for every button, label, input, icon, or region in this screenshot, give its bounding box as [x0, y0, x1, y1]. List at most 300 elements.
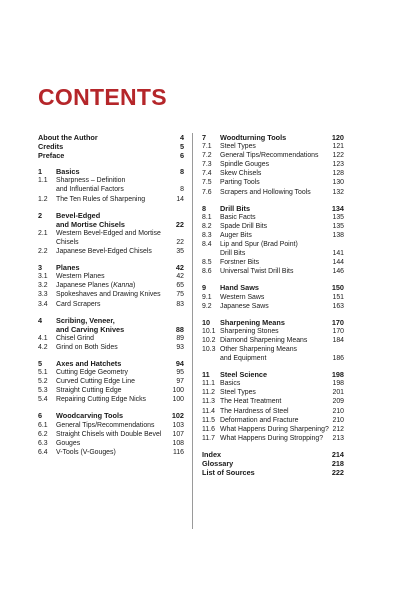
entry-title-text: Credits — [38, 142, 64, 152]
entry-page-number: 151 — [332, 293, 344, 301]
entry-page-number: 122 — [332, 152, 344, 160]
entry-title — [220, 354, 332, 363]
entry-title-text: Drill Bits — [220, 250, 246, 258]
entry-number: 7.2 — [202, 152, 212, 160]
entry-number: 8.5 — [202, 259, 212, 267]
entry-title-text: Grind on Both Sides — [56, 343, 118, 351]
entry-title — [220, 204, 332, 213]
entry-number: 8.3 — [202, 231, 212, 239]
entry-title-text: V-Tools (V-Gouges) — [56, 448, 116, 456]
entry-page-number: 201 — [332, 389, 344, 397]
entry-page-number: 100 — [172, 396, 184, 404]
entry-page-number: 214 — [331, 449, 344, 459]
entry-number: 8.2 — [202, 222, 212, 230]
entry-title — [56, 290, 172, 299]
entry-title-text: What Happens During Sharpening? — [220, 425, 329, 433]
entry-page-number: 75 — [176, 291, 184, 299]
entry-number: 9.2 — [202, 302, 212, 310]
toc-chapter-entry[interactable] — [202, 204, 344, 213]
entry-title — [202, 468, 332, 477]
entry-page-number: 138 — [332, 231, 344, 239]
entry-number: 5.1 — [38, 369, 48, 377]
entry-title-italic: Kanna — [113, 282, 134, 290]
entry-title-text: Steel Types — [220, 143, 256, 151]
entry-number: 5.3 — [38, 387, 48, 395]
entry-page-number: 95 — [176, 369, 184, 377]
entry-title — [56, 448, 172, 457]
entry-title — [56, 325, 172, 334]
entry-title-text: Spindle Gouges — [220, 161, 270, 169]
entry-title — [56, 247, 172, 256]
entry-number: 11.2 — [202, 389, 215, 397]
entry-title — [56, 185, 172, 194]
entry-title-text: Deformation and Fracture — [220, 416, 299, 424]
entry-title — [56, 316, 172, 325]
entry-title — [202, 459, 332, 468]
entry-title — [220, 188, 332, 197]
entry-title — [56, 211, 172, 220]
entry-title-text: and Equipment — [220, 355, 267, 363]
entry-title-text: Hand Saws — [220, 283, 259, 293]
entry-title — [220, 231, 332, 240]
entry-page-number: 198 — [332, 380, 344, 388]
entry-page-number: 120 — [331, 133, 344, 142]
entry-title — [56, 220, 172, 229]
entry-page-number: 103 — [172, 421, 184, 429]
toc-section-entry[interactable] — [202, 258, 344, 267]
entry-page-number: 6 — [179, 151, 184, 161]
entry-title-text: What Happens During Stropping? — [220, 434, 324, 442]
entry-page-number: 170 — [332, 327, 344, 335]
entry-title-text: Sharpening Means — [220, 317, 285, 327]
toc-section-entry[interactable] — [202, 345, 344, 363]
entry-page-number: 100 — [172, 387, 184, 395]
entry-title-text: Preface — [38, 151, 65, 161]
toc-section-entry[interactable] — [202, 327, 344, 336]
entry-title-text: Steel Types — [220, 389, 256, 397]
entry-title-text: Spade Drill Bits — [220, 222, 268, 230]
toc-matter-entry[interactable] — [202, 450, 344, 459]
entry-title-text: List of Sources — [202, 468, 255, 478]
toc-chapter-entry[interactable] — [38, 167, 184, 176]
spacer — [38, 256, 184, 263]
entry-title — [38, 151, 172, 160]
toc-section-entry[interactable] — [38, 290, 184, 299]
entry-title — [220, 345, 332, 354]
toc-section-entry[interactable] — [202, 302, 344, 311]
toc-section-entry[interactable] — [202, 267, 344, 276]
entry-title-text: Parting Tools — [220, 179, 260, 187]
entry-number: 11.5 — [202, 416, 215, 424]
entry-title — [220, 397, 332, 406]
spacer — [38, 309, 184, 316]
entry-number: 5.4 — [38, 396, 48, 404]
entry-title-text: and Carving Knives — [56, 324, 125, 334]
entry-title-text: Auger Bits — [220, 231, 252, 239]
entry-title — [220, 142, 332, 151]
toc-section-entry[interactable] — [202, 416, 344, 425]
toc-section-entry[interactable] — [202, 407, 344, 416]
entry-title-text: The Hardness of Steel — [220, 407, 289, 415]
entry-page-number: 8 — [180, 186, 184, 194]
entry-title — [220, 178, 332, 187]
entry-title — [220, 240, 332, 249]
entry-title-text: Other Sharpening Means — [220, 345, 297, 353]
entry-number: 11.3 — [202, 398, 215, 406]
entry-number: 3.2 — [38, 282, 48, 290]
entry-number: 3.4 — [38, 300, 48, 308]
entry-title — [220, 267, 332, 276]
spacer — [202, 197, 344, 204]
toc-section-entry[interactable] — [38, 448, 184, 457]
toc-right-column — [202, 133, 344, 477]
toc-matter-entry[interactable] — [202, 459, 344, 468]
entry-title-text: Scribing, Veneer, — [56, 315, 115, 325]
entry-number: 10.1 — [202, 327, 216, 335]
entry-title — [56, 334, 172, 343]
entry-title — [56, 368, 172, 377]
entry-title-text: The Heat Treatment — [220, 398, 282, 406]
spacer — [202, 443, 344, 450]
entry-title — [56, 430, 172, 439]
toc-section-entry[interactable] — [202, 151, 344, 160]
toc-chapter-entry[interactable] — [202, 133, 344, 142]
entry-page-number: 42 — [175, 263, 184, 273]
entry-title-text: The Ten Rules of Sharpening — [56, 195, 146, 203]
entry-title-text: Glossary — [202, 459, 234, 468]
toc-section-entry[interactable] — [202, 231, 344, 240]
entry-number: 7 — [202, 133, 207, 142]
toc-section-entry[interactable] — [38, 439, 184, 448]
entry-page-number: 135 — [332, 213, 344, 221]
entry-title — [220, 169, 332, 178]
toc-chapter-entry[interactable] — [202, 283, 344, 292]
entry-title — [220, 336, 332, 345]
toc-section-entry[interactable] — [38, 368, 184, 377]
entry-page-number: 14 — [176, 195, 184, 203]
entry-title — [220, 213, 332, 222]
entry-title — [56, 395, 172, 404]
entry-page-number: 213 — [332, 434, 344, 442]
entry-title-text: Chisel Grind — [56, 334, 94, 342]
toc-section-entry[interactable] — [38, 334, 184, 343]
entry-title — [220, 151, 332, 160]
entry-number: 11.4 — [202, 407, 215, 415]
entry-title-text: Straight Chisels with Double Bevel — [56, 430, 162, 438]
entry-page-number: 22 — [175, 219, 184, 229]
entry-title — [56, 176, 172, 185]
entry-title-text: Scrapers and Hollowing Tools — [220, 188, 311, 196]
toc-section-entry[interactable] — [38, 430, 184, 439]
toc-section-entry[interactable] — [38, 343, 184, 352]
entry-page-number: 108 — [172, 439, 184, 447]
entry-number: 5 — [38, 358, 43, 368]
toc-section-entry[interactable] — [38, 176, 184, 194]
entry-page-number: 22 — [176, 238, 184, 246]
entry-title-text: Woodturning Tools — [220, 133, 287, 142]
entry-title — [38, 142, 172, 151]
entry-number: 8 — [202, 203, 207, 213]
toc-chapter-entry[interactable] — [38, 263, 184, 272]
toc-matter-entry[interactable] — [38, 151, 184, 160]
entry-title — [56, 195, 172, 204]
toc-section-entry[interactable] — [38, 386, 184, 395]
entry-title — [56, 238, 172, 247]
spacer — [38, 404, 184, 411]
spacer — [202, 311, 344, 318]
entry-title — [56, 272, 172, 281]
entry-title — [220, 407, 332, 416]
entry-page-number: 198 — [331, 370, 344, 380]
entry-title — [220, 327, 332, 336]
entry-title-text: Sharpening Stones — [220, 327, 279, 335]
entry-number: 11 — [202, 370, 210, 380]
toc-matter-entry[interactable] — [38, 142, 184, 151]
toc-section-entry[interactable] — [38, 229, 184, 247]
entry-title — [220, 249, 332, 258]
toc-chapter-entry[interactable] — [202, 318, 344, 327]
entry-title — [220, 416, 332, 425]
entry-number: 4 — [38, 315, 43, 325]
entry-page-number: 186 — [332, 355, 344, 363]
entry-page-number: 210 — [332, 407, 344, 415]
entry-title-text: Japanese Bevel-Edged Chisels — [56, 248, 152, 256]
toc-section-entry[interactable] — [202, 434, 344, 443]
entry-title-text: Basics — [56, 167, 80, 177]
entry-title-text: Straight Cutting Edge — [56, 387, 122, 395]
entry-title-text: Curved Cutting Edge Line — [56, 378, 135, 386]
entry-page-number: 97 — [176, 378, 184, 386]
toc-section-entry[interactable] — [202, 178, 344, 187]
entry-title-suffix: ) — [133, 282, 136, 290]
entry-title — [220, 388, 332, 397]
entry-title-text: Western Planes — [56, 273, 105, 281]
toc-section-entry[interactable] — [202, 160, 344, 169]
entry-title-text: Card Scrapers — [56, 300, 101, 308]
entry-title-text: Steel Science — [220, 370, 268, 380]
toc-section-entry[interactable] — [202, 222, 344, 231]
entry-page-number: 132 — [332, 188, 344, 196]
entry-number: 6.2 — [38, 430, 48, 438]
toc-section-entry[interactable] — [202, 388, 344, 397]
toc-section-entry[interactable] — [202, 336, 344, 345]
entry-number: 7.4 — [202, 170, 212, 178]
entry-page-number: 212 — [332, 425, 344, 433]
entry-title-text: Repairing Cutting Edge Nicks — [56, 396, 147, 404]
entry-title — [56, 377, 172, 386]
entry-page-number: 130 — [332, 179, 344, 187]
entry-number: 3.1 — [38, 273, 48, 281]
entry-number: 1.2 — [38, 195, 48, 203]
entry-number: 8.6 — [202, 268, 212, 276]
toc-chapter-entry[interactable] — [38, 211, 184, 229]
toc-section-entry[interactable] — [202, 188, 344, 197]
entry-title — [56, 300, 172, 309]
toc-section-entry[interactable] — [38, 247, 184, 256]
entry-number: 10 — [202, 317, 211, 327]
entry-number: 9.1 — [202, 293, 212, 301]
entry-page-number: 144 — [332, 259, 344, 267]
entry-title — [38, 133, 172, 142]
entry-title — [56, 167, 172, 176]
entry-title-text: Index — [202, 449, 222, 459]
entry-title-text: Spokeshaves and Drawing Knives — [56, 291, 161, 299]
entry-title — [56, 229, 172, 238]
entry-title-text: General Tips/Recommendations — [220, 152, 319, 160]
entry-number: 7.5 — [202, 179, 212, 187]
toc-section-entry[interactable] — [38, 272, 184, 281]
toc-chapter-entry[interactable] — [38, 316, 184, 334]
entry-page-number: 218 — [331, 459, 344, 468]
entry-page-number: 146 — [332, 268, 344, 276]
entry-title — [220, 302, 332, 311]
entry-number: 4.1 — [38, 334, 48, 342]
spacer — [38, 204, 184, 211]
entry-number: 10.3 — [202, 345, 216, 353]
entry-title-text: Universal Twist Drill Bits — [220, 268, 294, 276]
toc-section-entry[interactable] — [38, 281, 184, 290]
toc-section-entry[interactable] — [38, 395, 184, 404]
entry-number: 2.2 — [38, 248, 48, 256]
entry-page-number: 209 — [332, 398, 344, 406]
entry-page-number: 88 — [175, 324, 184, 334]
entry-page-number: 8 — [179, 167, 184, 177]
entry-title — [220, 258, 332, 267]
entry-number: 11.6 — [202, 425, 215, 433]
entry-title — [56, 263, 172, 272]
entry-page-number: 107 — [172, 430, 184, 438]
entry-number: 3 — [38, 263, 43, 273]
toc-matter-entry[interactable] — [202, 468, 344, 477]
entry-page-number: 4 — [179, 133, 184, 142]
entry-title-text: Gouges — [56, 439, 81, 447]
entry-title — [220, 293, 332, 302]
toc-section-entry[interactable] — [38, 195, 184, 204]
entry-number: 3.3 — [38, 291, 48, 299]
entry-number: 11.7 — [202, 434, 215, 442]
entry-title-text: Chisels — [56, 238, 79, 246]
toc-chapter-entry[interactable] — [202, 370, 344, 379]
entry-title — [56, 359, 172, 368]
entry-title-text: Axes and Hatchets — [56, 358, 122, 368]
entry-page-number: 163 — [332, 302, 344, 310]
entry-page-number: 121 — [332, 143, 344, 151]
entry-title-text: Drill Bits — [220, 203, 251, 213]
entry-number: 6.3 — [38, 439, 48, 447]
entry-title-text: and Mortise Chisels — [56, 219, 125, 229]
entry-title — [56, 343, 172, 352]
toc-matter-entry[interactable] — [38, 133, 184, 142]
entry-number: 7.3 — [202, 161, 212, 169]
entry-title — [220, 222, 332, 231]
entry-title-text: Lip and Spur (Brad Point) — [220, 241, 298, 249]
entry-number: 1.1 — [38, 177, 48, 185]
toc-section-entry[interactable] — [38, 421, 184, 430]
entry-title — [56, 421, 172, 430]
toc-section-entry[interactable] — [38, 377, 184, 386]
column-divider — [192, 133, 193, 529]
entry-title-text: Basics — [220, 380, 241, 388]
entry-number: 6.1 — [38, 421, 48, 429]
entry-title — [202, 450, 332, 459]
toc-chapter-entry[interactable] — [38, 359, 184, 368]
entry-title — [56, 281, 172, 290]
entry-page-number: 5 — [179, 142, 184, 152]
entry-title-text: Bevel-Edged — [56, 210, 101, 220]
entry-title — [220, 160, 332, 169]
entry-title-text: Woodcarving Tools — [56, 411, 124, 421]
entry-page-number: 83 — [176, 300, 184, 308]
entry-title-text: Planes — [56, 263, 80, 273]
entry-number: 7.1 — [202, 143, 212, 151]
entry-title — [220, 434, 332, 443]
toc-left-column — [38, 133, 184, 457]
entry-title-text: General Tips/Recommendations — [56, 421, 155, 429]
entry-title-text: Cutting Edge Geometry — [56, 369, 129, 377]
toc-section-entry[interactable] — [202, 379, 344, 388]
entry-page-number: 150 — [331, 283, 344, 293]
entry-title-text: About the Author — [38, 133, 98, 142]
entry-title — [220, 133, 332, 142]
toc-section-entry[interactable] — [202, 142, 344, 151]
entry-page-number: 123 — [332, 161, 344, 169]
entry-title — [220, 379, 332, 388]
entry-number: 11.1 — [202, 380, 215, 388]
entry-number: 6.4 — [38, 448, 48, 456]
toc-section-entry[interactable] — [202, 169, 344, 178]
toc-chapter-entry[interactable] — [38, 411, 184, 420]
entry-title — [220, 370, 332, 379]
toc-section-entry[interactable] — [38, 300, 184, 309]
entry-title-text: Japanese Planes ( — [56, 282, 114, 290]
entry-number: 2 — [38, 210, 43, 220]
entry-page-number: 184 — [332, 336, 344, 344]
entry-number: 8.1 — [202, 213, 212, 221]
entry-page-number: 102 — [171, 411, 184, 421]
entry-title-text: and Influential Factors — [56, 186, 124, 194]
toc-section-entry[interactable] — [202, 425, 344, 434]
entry-number: 6 — [38, 411, 43, 421]
spacer — [202, 363, 344, 370]
entry-page-number: 134 — [331, 203, 344, 213]
entry-number: 2.1 — [38, 229, 48, 237]
entry-title-text: Basic Facts — [220, 213, 256, 221]
entry-number: 4.2 — [38, 343, 48, 351]
toc-section-entry[interactable] — [202, 397, 344, 406]
entry-page-number: 222 — [331, 468, 344, 478]
entry-page-number: 35 — [176, 248, 184, 256]
entry-title — [220, 283, 332, 292]
entry-title — [56, 439, 172, 448]
entry-title — [220, 318, 332, 327]
entry-title — [220, 425, 332, 434]
entry-page-number: 135 — [332, 222, 344, 230]
entry-number: 7.6 — [202, 188, 212, 196]
entry-number: 10.2 — [202, 336, 216, 344]
entry-title-text: Skew Chisels — [220, 170, 262, 178]
toc-section-entry[interactable] — [202, 293, 344, 302]
toc-section-entry[interactable] — [202, 240, 344, 258]
entry-title-text: Forstner Bits — [220, 259, 260, 267]
page-title: CONTENTS — [38, 84, 167, 110]
spacer — [38, 160, 184, 167]
entry-title — [56, 386, 172, 395]
entry-page-number: 93 — [176, 343, 184, 351]
entry-title-text: Western Saws — [220, 293, 265, 301]
entry-number: 5.2 — [38, 378, 48, 386]
toc-section-entry[interactable] — [202, 213, 344, 222]
entry-title-text: Japanese Saws — [220, 302, 269, 310]
